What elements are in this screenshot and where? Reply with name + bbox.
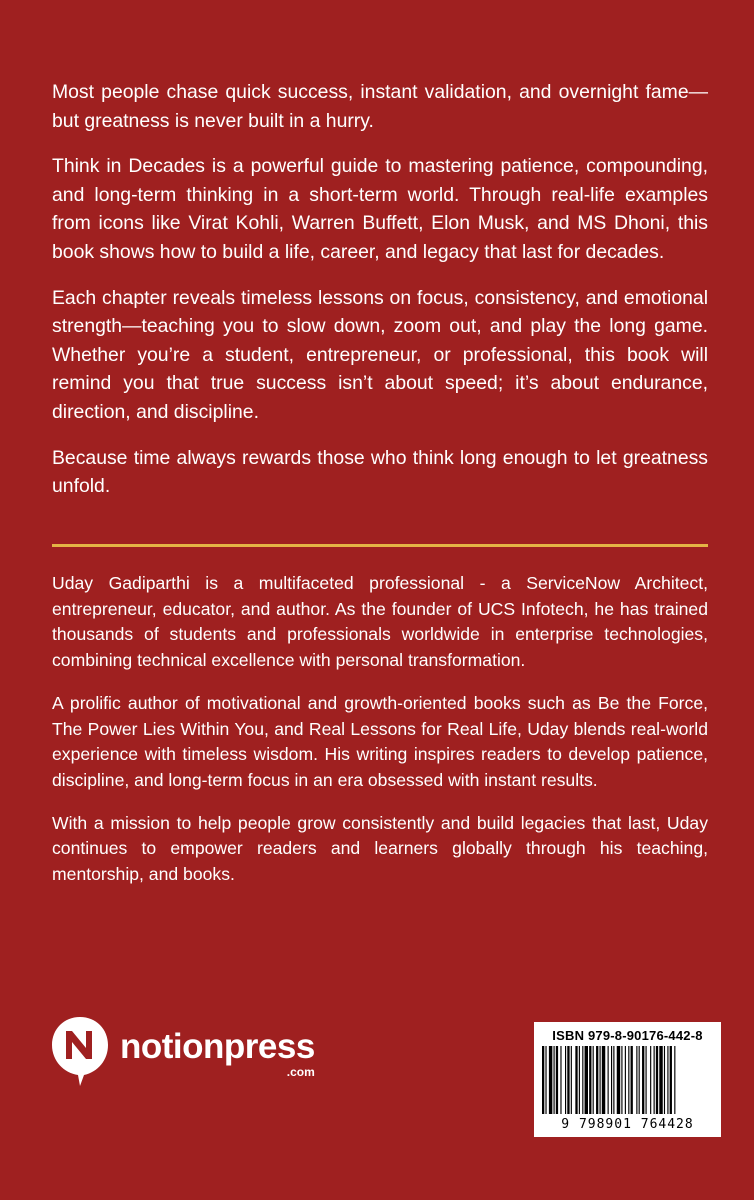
- isbn-label: ISBN 979-8-90176-442-8: [552, 1028, 703, 1043]
- book-blurb: [52, 78, 708, 518]
- notionpress-logo-icon: [50, 1015, 110, 1087]
- isbn-digits: 9 798901 764428: [561, 1117, 694, 1132]
- publisher-name: notionpress: [120, 1027, 315, 1066]
- publisher-domain: .com: [286, 1065, 315, 1079]
- blurb-paragraph-4: Because time always rewards those who think long enough to let greatness unfold.: [52, 446, 708, 498]
- author-bio: [52, 571, 708, 905]
- bio-paragraph-2: A prolific author of motivational and growth-oriented books such as Be the Force, The Power Lies Within You, and Real Lessons for Real Life, Uday blends real-world experience with timeless wisdom. His writing inspires readers to develop patience, discipline, and long-term focus in an era obsessed with instant results.: [52, 692, 708, 790]
- publisher-wordmark: [120, 1027, 315, 1079]
- blurb-paragraph-3: Each chapter reveals timeless lessons on focus, consistency, and emotional strength—teaching you to slow down, zoom out, and play the long game. Whether you’re a student, entrepreneur, or professional, this book will remind you that true success isn’t about speed; it’s about endurance, direction, and discipline.: [52, 286, 708, 423]
- section-divider: [52, 544, 708, 547]
- bio-paragraph-3: With a mission to help people grow consistently and build legacies that last, Uday continues to empower readers and learners globally through his teaching, mentorship, and books.: [52, 812, 708, 885]
- bio-paragraph-1: Uday Gadiparthi is a multifaceted professional - a ServiceNow Architect, entrepreneur, educator, and author. As the founder of UCS Infotech, he has trained thousands of students and professionals worldwide in enterprise technologies, combining technical excellence with personal transformation.: [52, 573, 708, 671]
- blurb-paragraph-2: Think in Decades is a powerful guide to mastering patience, compounding, and long-term thinking in a short-term world. Through real-life examples from icons like Virat Kohli, Warren Buffett, Elon Musk, and MS Dhoni, this book shows how to build a life, career, and legacy that last for decades.: [52, 155, 708, 263]
- publisher-logo: [50, 1015, 315, 1087]
- blurb-paragraph-1: Most people chase quick success, instant validation, and overnight fame—but greatness is never built in a hurry.: [52, 81, 708, 132]
- barcode-icon: [540, 1046, 715, 1116]
- isbn-barcode-box: [534, 1022, 721, 1137]
